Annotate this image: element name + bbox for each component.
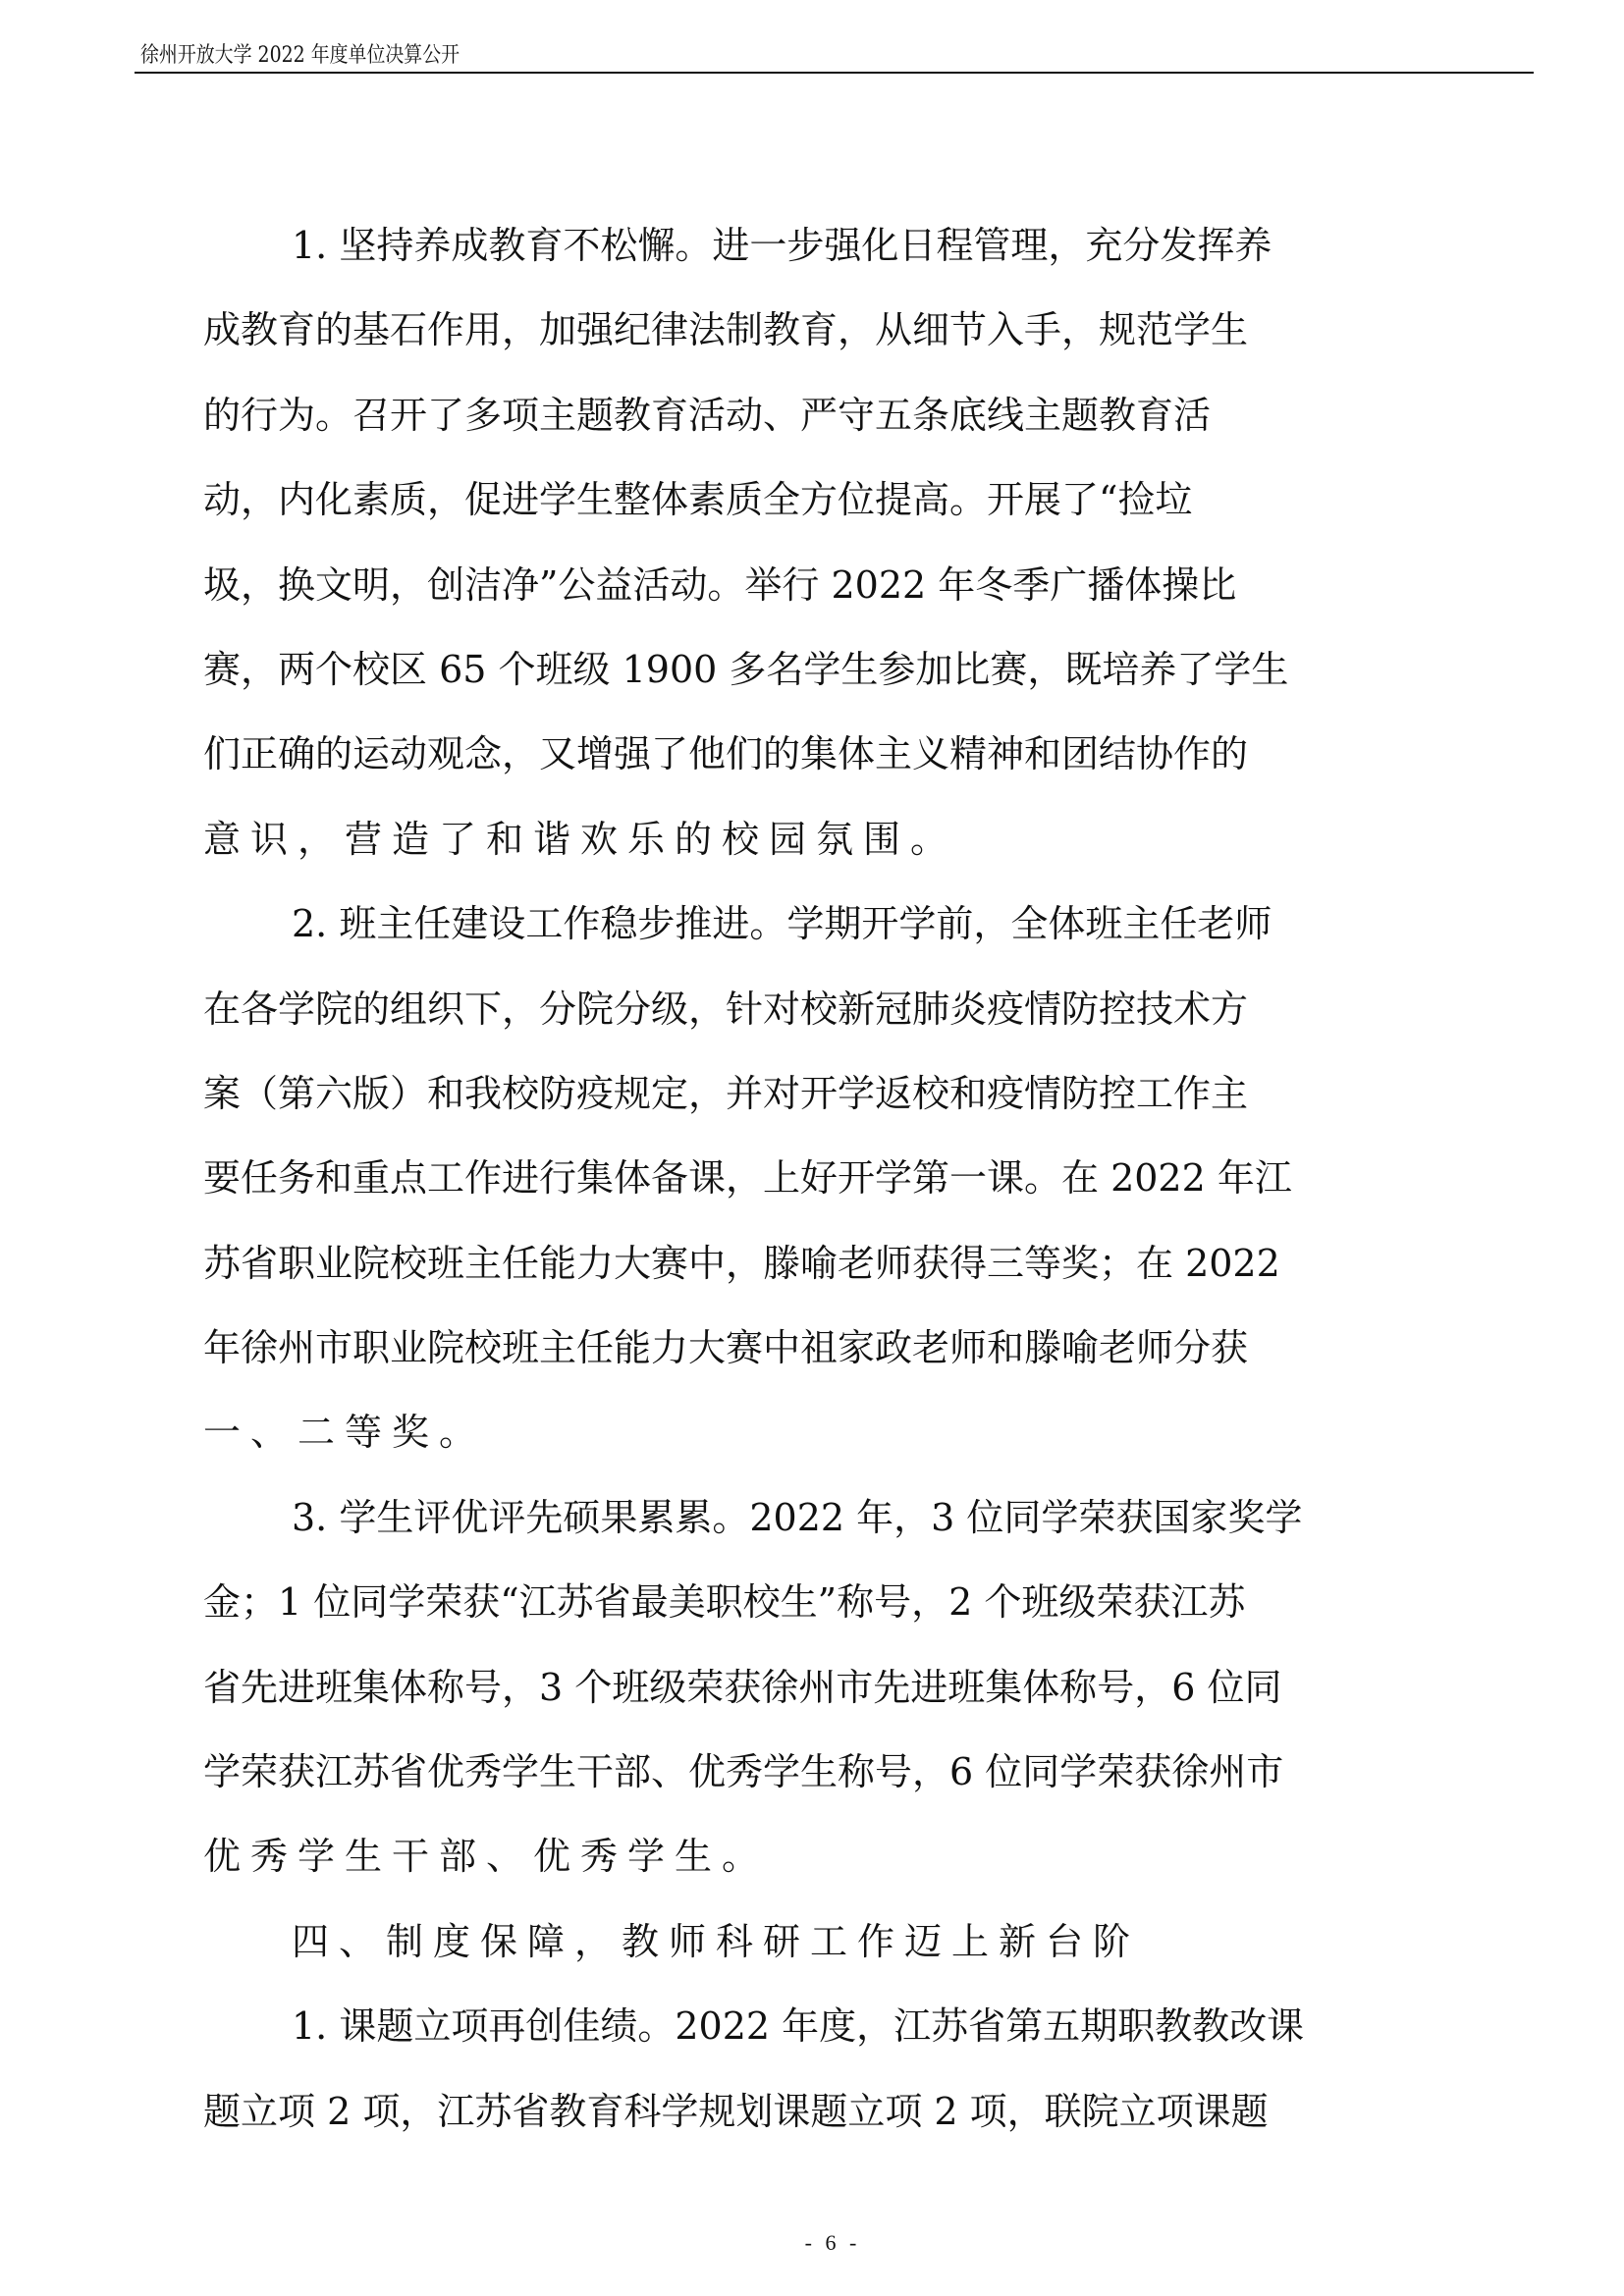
text-line: 赛，两个校区 65 个班级 1900 多名学生参加比赛，既培养了学生 [203, 647, 1289, 691]
text-line: 1. 坚持养成教育不松懈。进一步强化日程管理，充分发挥养 [292, 224, 1272, 267]
text-line: 案（第六版）和我校防疫规定，并对开学返校和疫情防控工作主 [203, 1071, 1249, 1115]
text-line: 省先进班集体称号，3 个班级荣获徐州市先进班集体称号，6 位同 [203, 1665, 1282, 1709]
text-line: 1. 课题立项再创佳绩。2022 年度，江苏省第五期职教教改课 [292, 2004, 1305, 2049]
text-line: 动，内化素质，促进学生整体素质全方位提高。开展了“捡垃 [203, 478, 1193, 522]
text-line: 四、制度保障，教师科研工作迈上新台阶 [292, 1919, 1141, 1963]
text-line: 圾，换文明，创洁净”公益活动。举行 2022 年冬季广播体操比 [203, 562, 1237, 607]
text-line: 成教育的基石作用，加强纪律法制教育，从细节入手，规范学生 [203, 308, 1249, 352]
text-line: 优秀学生干部、优秀学生。 [203, 1835, 770, 1879]
text-line: 要任务和重点工作进行集体备课，上好开学第一课。在 2022 年江 [203, 1156, 1292, 1201]
body-text [203, 218, 1460, 2168]
page-number: - 6 - [804, 2230, 861, 2255]
header-divider [135, 72, 1534, 74]
text-line: 在各学院的组织下，分院分级，针对校新冠肺炎疫情防控技术方 [203, 987, 1249, 1031]
text-line: 们正确的运动观念，又增强了他们的集体主义精神和团结协作的 [203, 732, 1249, 776]
text-line: 题立项 2 项，江苏省教育科学规划课题立项 2 项，联院立项课题 [203, 2089, 1269, 2133]
text-line: 年徐州市职业院校班主任能力大赛中祖家政老师和滕喻老师分获 [203, 1326, 1249, 1370]
text-line: 3. 学生评优评先硕果累累。2022 年，3 位同学荣获国家奖学 [292, 1495, 1303, 1539]
text-line: 一、二等奖。 [203, 1411, 487, 1455]
text-line: 金；1 位同学荣获“江苏省最美职校生”称号，2 个班级荣获江苏 [203, 1580, 1246, 1625]
running-header: 徐州开放大学 2022 年度单位决算公开 [140, 43, 460, 68]
text-line: 2. 班主任建设工作稳步推进。学期开学前，全体班主任老师 [292, 902, 1272, 946]
text-line: 学荣获江苏省优秀学生干部、优秀学生称号，6 位同学荣获徐州市 [203, 1750, 1284, 1794]
text-line: 苏省职业院校班主任能力大赛中，滕喻老师获得三等奖；在 2022 [203, 1241, 1280, 1285]
text-line: 意识，营造了和谐欢乐的校园氛围。 [203, 817, 958, 861]
text-line: 的行为。召开了多项主题教育活动、严守五条底线主题教育活 [203, 393, 1212, 437]
